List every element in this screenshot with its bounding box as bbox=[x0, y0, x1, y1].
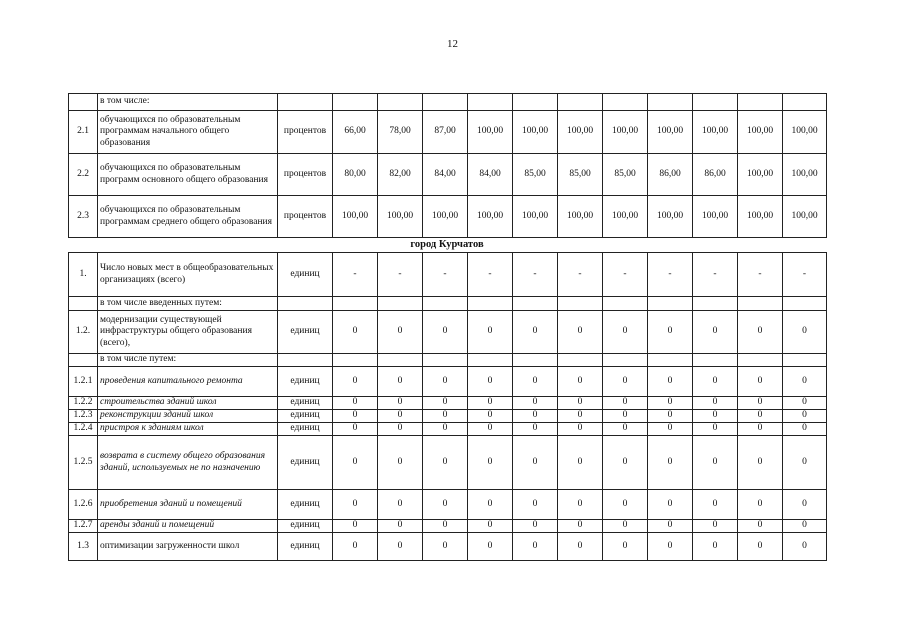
row-number: 1.2.1 bbox=[69, 367, 98, 397]
value-cell: 0 bbox=[648, 533, 693, 561]
value-cell bbox=[333, 297, 378, 311]
value-cell: 0 bbox=[648, 423, 693, 436]
table-row bbox=[69, 253, 827, 297]
row-number: 2.3 bbox=[69, 196, 98, 238]
value-cell: 86,00 bbox=[648, 154, 693, 196]
value-cell: 100,00 bbox=[333, 196, 378, 238]
value-cell: 0 bbox=[603, 490, 648, 520]
value-cell: 0 bbox=[693, 410, 738, 423]
unit-cell: процентов bbox=[278, 196, 333, 238]
value-cell: - bbox=[513, 253, 558, 297]
value-cell: 0 bbox=[333, 520, 378, 533]
value-cell: 100,00 bbox=[558, 196, 603, 238]
value-cell bbox=[378, 94, 423, 111]
indicator-name: в том числе: bbox=[98, 94, 278, 111]
indicators-table-top bbox=[68, 93, 827, 238]
table-row bbox=[69, 111, 827, 154]
indicator-name: обучающихся по образовательным программам начального общего образования bbox=[98, 111, 278, 154]
value-cell: - bbox=[378, 253, 423, 297]
value-cell: - bbox=[783, 253, 827, 297]
value-cell: 85,00 bbox=[513, 154, 558, 196]
value-cell: 0 bbox=[603, 423, 648, 436]
table-row bbox=[69, 397, 827, 410]
value-cell: 0 bbox=[333, 367, 378, 397]
value-cell bbox=[738, 94, 783, 111]
value-cell: 0 bbox=[513, 410, 558, 423]
row-number: 1.2.2 bbox=[69, 397, 98, 410]
value-cell: 0 bbox=[693, 311, 738, 354]
value-cell bbox=[468, 297, 513, 311]
value-cell: 0 bbox=[333, 436, 378, 490]
unit-cell bbox=[278, 297, 333, 311]
value-cell: - bbox=[333, 253, 378, 297]
value-cell: 100,00 bbox=[783, 111, 827, 154]
value-cell: 0 bbox=[378, 490, 423, 520]
value-cell bbox=[648, 297, 693, 311]
table-row bbox=[69, 311, 827, 354]
value-cell: 0 bbox=[468, 367, 513, 397]
value-cell: 100,00 bbox=[738, 196, 783, 238]
value-cell: 0 bbox=[513, 397, 558, 410]
value-cell: - bbox=[648, 253, 693, 297]
value-cell bbox=[333, 354, 378, 367]
value-cell: 0 bbox=[378, 423, 423, 436]
value-cell: 0 bbox=[648, 436, 693, 490]
value-cell: 0 bbox=[423, 397, 468, 410]
indicator-name: возврата в систему общего образования зданий, используемых не по назначению bbox=[98, 436, 278, 490]
value-cell: 0 bbox=[513, 436, 558, 490]
value-cell: 100,00 bbox=[423, 196, 468, 238]
value-cell: 100,00 bbox=[513, 111, 558, 154]
value-cell: 100,00 bbox=[738, 111, 783, 154]
value-cell: 0 bbox=[378, 367, 423, 397]
row-number: 1.2.5 bbox=[69, 436, 98, 490]
value-cell: 0 bbox=[423, 410, 468, 423]
value-cell: 0 bbox=[738, 311, 783, 354]
unit-cell bbox=[278, 94, 333, 111]
row-number: 1. bbox=[69, 253, 98, 297]
value-cell: 0 bbox=[603, 410, 648, 423]
value-cell bbox=[648, 354, 693, 367]
value-cell: 0 bbox=[558, 410, 603, 423]
value-cell bbox=[783, 354, 827, 367]
value-cell: 100,00 bbox=[603, 111, 648, 154]
value-cell: 0 bbox=[423, 533, 468, 561]
value-cell: 84,00 bbox=[423, 154, 468, 196]
value-cell: 100,00 bbox=[558, 111, 603, 154]
value-cell: 100,00 bbox=[468, 111, 513, 154]
row-number: 1.2.7 bbox=[69, 520, 98, 533]
value-cell: 0 bbox=[693, 367, 738, 397]
value-cell: 0 bbox=[603, 311, 648, 354]
value-cell: 0 bbox=[738, 436, 783, 490]
value-cell bbox=[603, 297, 648, 311]
value-cell: - bbox=[603, 253, 648, 297]
value-cell: 0 bbox=[333, 533, 378, 561]
value-cell: 0 bbox=[468, 397, 513, 410]
value-cell: 100,00 bbox=[738, 154, 783, 196]
value-cell: 0 bbox=[783, 490, 827, 520]
value-cell: 0 bbox=[783, 533, 827, 561]
value-cell: 0 bbox=[378, 436, 423, 490]
value-cell: 82,00 bbox=[378, 154, 423, 196]
row-number: 2.2 bbox=[69, 154, 98, 196]
value-cell: 0 bbox=[378, 410, 423, 423]
value-cell: 0 bbox=[513, 367, 558, 397]
unit-cell: единиц bbox=[278, 367, 333, 397]
value-cell: - bbox=[738, 253, 783, 297]
value-cell: 100,00 bbox=[693, 111, 738, 154]
value-cell: 0 bbox=[603, 520, 648, 533]
value-cell: 0 bbox=[333, 490, 378, 520]
value-cell: 100,00 bbox=[603, 196, 648, 238]
value-cell: 84,00 bbox=[468, 154, 513, 196]
value-cell: 85,00 bbox=[558, 154, 603, 196]
unit-cell: единиц bbox=[278, 410, 333, 423]
value-cell: 0 bbox=[558, 533, 603, 561]
value-cell bbox=[693, 94, 738, 111]
value-cell bbox=[333, 94, 378, 111]
value-cell: 0 bbox=[513, 490, 558, 520]
indicator-name: проведения капитального ремонта bbox=[98, 367, 278, 397]
value-cell: 0 bbox=[783, 423, 827, 436]
unit-cell: процентов bbox=[278, 111, 333, 154]
value-cell: 0 bbox=[603, 436, 648, 490]
section-title: город Курчатов bbox=[410, 239, 484, 250]
row-number: 1.2.6 bbox=[69, 490, 98, 520]
value-cell: 0 bbox=[693, 520, 738, 533]
value-cell: 0 bbox=[378, 533, 423, 561]
value-cell: 85,00 bbox=[603, 154, 648, 196]
row-number: 1.2.4 bbox=[69, 423, 98, 436]
value-cell: 100,00 bbox=[513, 196, 558, 238]
indicator-name: в том числе путем: bbox=[98, 354, 278, 367]
value-cell: 0 bbox=[603, 533, 648, 561]
value-cell: 0 bbox=[333, 311, 378, 354]
value-cell: 0 bbox=[513, 533, 558, 561]
value-cell: 0 bbox=[738, 520, 783, 533]
value-cell: 0 bbox=[558, 490, 603, 520]
value-cell: 0 bbox=[468, 490, 513, 520]
unit-cell: единиц bbox=[278, 520, 333, 533]
value-cell: 0 bbox=[558, 311, 603, 354]
indicator-name: Число новых мест в общеобразовательных организациях (всего) bbox=[98, 253, 278, 297]
table-row bbox=[69, 423, 827, 436]
value-cell: 0 bbox=[693, 533, 738, 561]
indicator-name: обучающихся по образовательным программам среднего общего образования bbox=[98, 196, 278, 238]
value-cell bbox=[423, 94, 468, 111]
row-number: 2.1 bbox=[69, 111, 98, 154]
value-cell: 0 bbox=[648, 490, 693, 520]
indicator-name: модернизации существующей инфраструктуры общего образования (всего), bbox=[98, 311, 278, 354]
table-row bbox=[69, 436, 827, 490]
value-cell: 100,00 bbox=[648, 196, 693, 238]
value-cell: 0 bbox=[468, 423, 513, 436]
value-cell: 0 bbox=[738, 423, 783, 436]
value-cell: 0 bbox=[513, 423, 558, 436]
value-cell: 0 bbox=[693, 423, 738, 436]
value-cell: 100,00 bbox=[378, 196, 423, 238]
value-cell: 0 bbox=[333, 397, 378, 410]
table-row bbox=[69, 533, 827, 561]
row-number: 1.2. bbox=[69, 311, 98, 354]
value-cell: 0 bbox=[468, 436, 513, 490]
indicator-name: оптимизации загруженности школ bbox=[98, 533, 278, 561]
value-cell: 0 bbox=[693, 490, 738, 520]
value-cell: 0 bbox=[468, 311, 513, 354]
value-cell bbox=[603, 354, 648, 367]
value-cell: 0 bbox=[738, 367, 783, 397]
value-cell bbox=[468, 354, 513, 367]
value-cell: 100,00 bbox=[783, 196, 827, 238]
value-cell: 0 bbox=[603, 397, 648, 410]
value-cell: 0 bbox=[423, 436, 468, 490]
value-cell bbox=[468, 94, 513, 111]
indicator-name: приобретения зданий и помещений bbox=[98, 490, 278, 520]
value-cell: 0 bbox=[513, 520, 558, 533]
unit-cell: единиц bbox=[278, 436, 333, 490]
value-cell: 66,00 bbox=[333, 111, 378, 154]
value-cell: 86,00 bbox=[693, 154, 738, 196]
value-cell: - bbox=[558, 253, 603, 297]
value-cell: 0 bbox=[693, 397, 738, 410]
value-cell: 0 bbox=[423, 367, 468, 397]
value-cell bbox=[423, 354, 468, 367]
value-cell bbox=[558, 297, 603, 311]
value-cell bbox=[738, 297, 783, 311]
value-cell: 0 bbox=[423, 490, 468, 520]
value-cell: 0 bbox=[423, 520, 468, 533]
value-cell: 80,00 bbox=[333, 154, 378, 196]
table-row bbox=[69, 154, 827, 196]
row-number bbox=[69, 94, 98, 111]
value-cell: 0 bbox=[648, 520, 693, 533]
value-cell: 100,00 bbox=[783, 154, 827, 196]
value-cell: 0 bbox=[558, 397, 603, 410]
value-cell: 0 bbox=[378, 311, 423, 354]
value-cell: 0 bbox=[783, 520, 827, 533]
value-cell: 0 bbox=[783, 410, 827, 423]
unit-cell: единиц bbox=[278, 397, 333, 410]
value-cell: 0 bbox=[378, 397, 423, 410]
value-cell: 0 bbox=[783, 436, 827, 490]
value-cell: - bbox=[423, 253, 468, 297]
value-cell bbox=[423, 297, 468, 311]
table-row bbox=[69, 94, 827, 111]
value-cell: 0 bbox=[738, 490, 783, 520]
value-cell: 0 bbox=[783, 311, 827, 354]
value-cell: 78,00 bbox=[378, 111, 423, 154]
unit-cell bbox=[278, 354, 333, 367]
value-cell bbox=[603, 94, 648, 111]
value-cell bbox=[513, 354, 558, 367]
value-cell bbox=[378, 297, 423, 311]
value-cell: 0 bbox=[423, 311, 468, 354]
value-cell: 100,00 bbox=[648, 111, 693, 154]
value-cell: 0 bbox=[648, 410, 693, 423]
value-cell bbox=[513, 297, 558, 311]
row-number: 1.2.3 bbox=[69, 410, 98, 423]
unit-cell: единиц bbox=[278, 311, 333, 354]
value-cell: 0 bbox=[558, 367, 603, 397]
value-cell: 0 bbox=[333, 410, 378, 423]
value-cell: 0 bbox=[603, 367, 648, 397]
value-cell bbox=[783, 94, 827, 111]
unit-cell: единиц bbox=[278, 253, 333, 297]
table-row bbox=[69, 354, 827, 367]
value-cell bbox=[738, 354, 783, 367]
value-cell: 0 bbox=[693, 436, 738, 490]
indicator-name: пристроя к зданиям школ bbox=[98, 423, 278, 436]
value-cell bbox=[558, 94, 603, 111]
page-number: 12 bbox=[447, 38, 458, 50]
unit-cell: процентов bbox=[278, 154, 333, 196]
value-cell: 0 bbox=[738, 410, 783, 423]
row-number bbox=[69, 354, 98, 367]
value-cell bbox=[783, 297, 827, 311]
unit-cell: единиц bbox=[278, 490, 333, 520]
table-row bbox=[69, 297, 827, 311]
value-cell: 0 bbox=[333, 423, 378, 436]
value-cell: 100,00 bbox=[693, 196, 738, 238]
table-row bbox=[69, 520, 827, 533]
value-cell: 0 bbox=[423, 423, 468, 436]
indicator-name: в том числе введенных путем: bbox=[98, 297, 278, 311]
value-cell: 0 bbox=[468, 520, 513, 533]
value-cell: 0 bbox=[558, 436, 603, 490]
value-cell: 0 bbox=[648, 397, 693, 410]
value-cell bbox=[693, 297, 738, 311]
value-cell: 0 bbox=[783, 397, 827, 410]
value-cell: 0 bbox=[468, 533, 513, 561]
table-row bbox=[69, 490, 827, 520]
value-cell bbox=[558, 354, 603, 367]
value-cell bbox=[648, 94, 693, 111]
value-cell: 100,00 bbox=[468, 196, 513, 238]
value-cell: 0 bbox=[468, 410, 513, 423]
unit-cell: единиц bbox=[278, 533, 333, 561]
value-cell: 0 bbox=[513, 311, 558, 354]
value-cell: 0 bbox=[558, 520, 603, 533]
row-number: 1.3 bbox=[69, 533, 98, 561]
indicator-name: аренды зданий и помещений bbox=[98, 520, 278, 533]
indicator-name: реконструкции зданий школ bbox=[98, 410, 278, 423]
indicators-table-kurchatov bbox=[68, 252, 827, 561]
value-cell bbox=[378, 354, 423, 367]
unit-cell: единиц bbox=[278, 423, 333, 436]
value-cell: - bbox=[693, 253, 738, 297]
indicator-name: строительства зданий школ bbox=[98, 397, 278, 410]
value-cell: 0 bbox=[558, 423, 603, 436]
value-cell: - bbox=[468, 253, 513, 297]
value-cell bbox=[513, 94, 558, 111]
value-cell: 0 bbox=[648, 367, 693, 397]
indicator-name: обучающихся по образовательным программ основного общего образования bbox=[98, 154, 278, 196]
table-row bbox=[69, 367, 827, 397]
value-cell: 0 bbox=[738, 533, 783, 561]
value-cell: 0 bbox=[783, 367, 827, 397]
value-cell: 0 bbox=[378, 520, 423, 533]
value-cell bbox=[693, 354, 738, 367]
value-cell: 87,00 bbox=[423, 111, 468, 154]
table-row bbox=[69, 410, 827, 423]
table-row bbox=[69, 196, 827, 238]
value-cell: 0 bbox=[738, 397, 783, 410]
row-number bbox=[69, 297, 98, 311]
value-cell: 0 bbox=[648, 311, 693, 354]
